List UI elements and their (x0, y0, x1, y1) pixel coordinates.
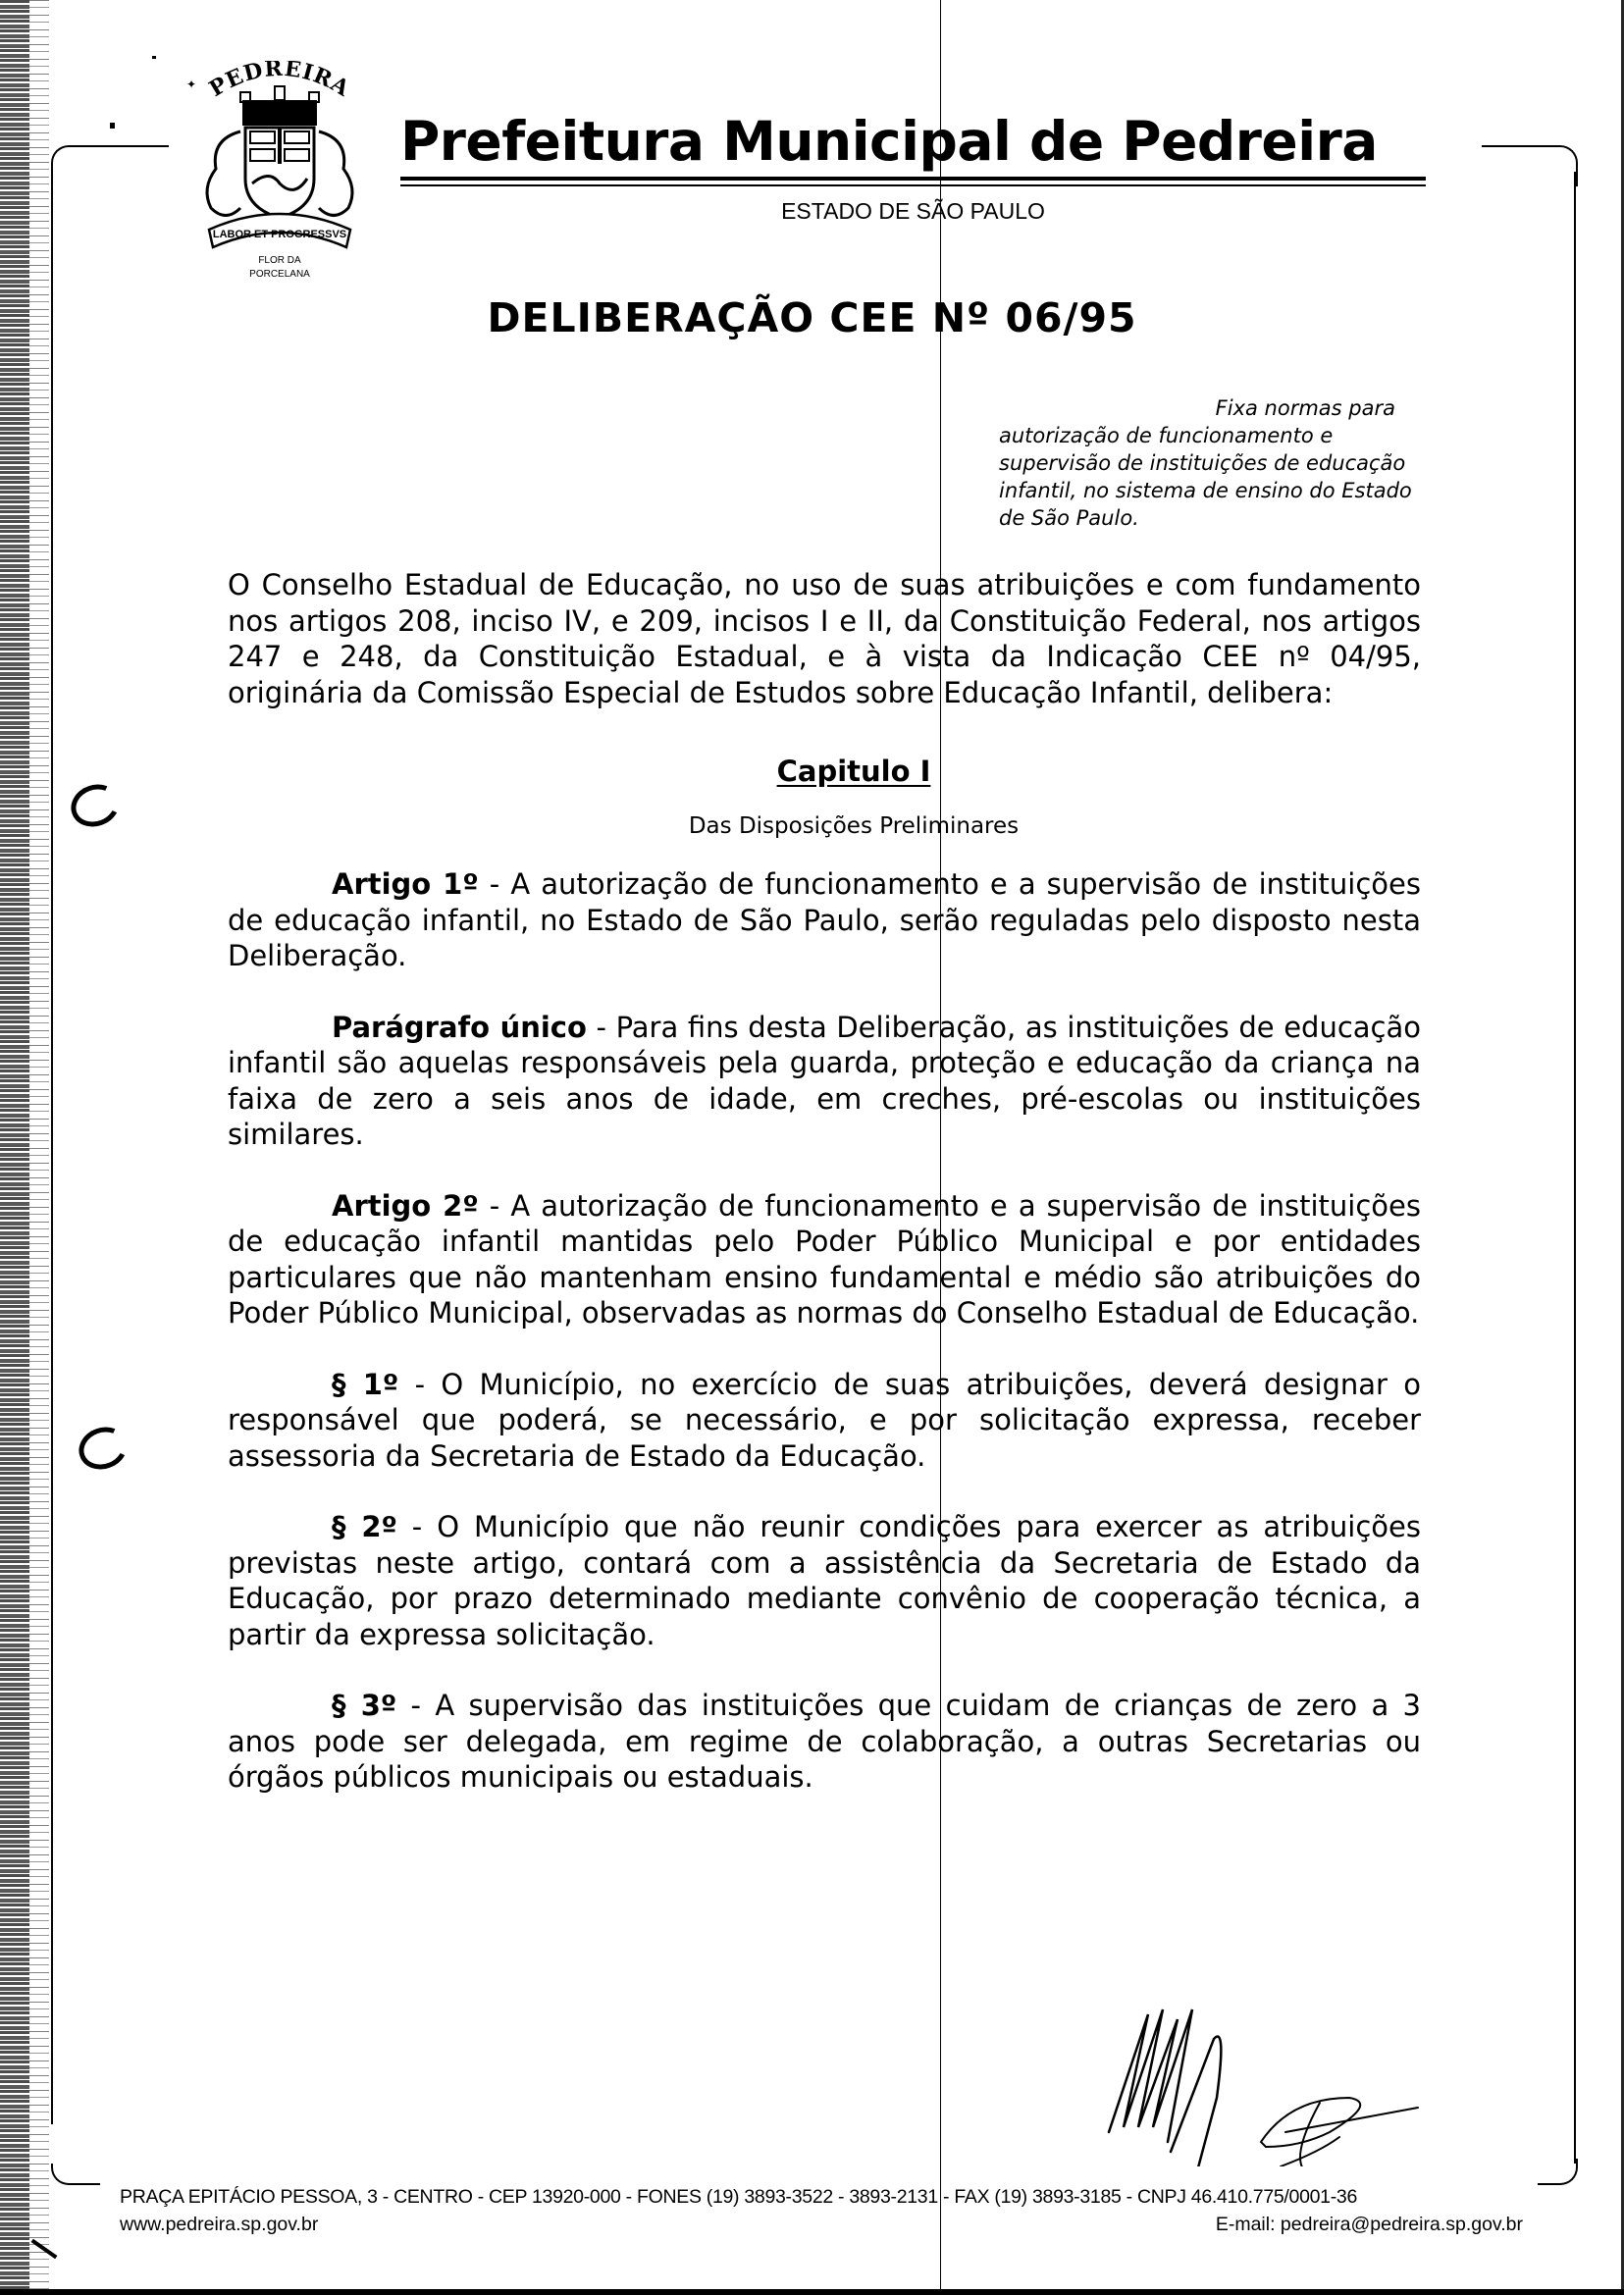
coat-of-arms-icon (182, 61, 378, 279)
page-frame-corner (51, 145, 169, 186)
document-title: DELIBERAÇÃO CEE Nº 06/95 (487, 294, 1137, 341)
article-1 (228, 866, 1421, 974)
article-lead: Artigo 2º (332, 1188, 479, 1223)
footer-website-link[interactable]: www.pedreira.sp.gov.br (120, 2214, 319, 2235)
scan-bottom-edge (0, 2289, 1624, 2295)
article-text: - O Município, no exercício de suas atribuições, deverá designar o responsável que poderá, se necessário, e por solicitação expressa, receber assessoria da Secretaria de Estado da Educação. (228, 1367, 1421, 1473)
crest-crown (242, 100, 317, 126)
coat-of-arms-logo (182, 61, 378, 279)
punch-hole (73, 1421, 132, 1477)
preamble-paragraph: O Conselho Estadual de Educação, no uso de suas atribuições e com fundamento nos artigos 208, inciso IV, e 209, incisos I e II, da Constituição Federal, nos artigos 247 e 248, da Constituição Estadual, e à vista da Indicação CEE nº 04/95, originária da Comissão Especial de Estudos sobre Educação Infantil, delibera: (228, 568, 1421, 709)
scan-edge-noise (29, 0, 49, 2295)
title-rule (400, 177, 1426, 181)
page-frame-edge (51, 172, 53, 2124)
page-frame-corner (1538, 2159, 1578, 2185)
ementa-summary (999, 394, 1431, 532)
article-lead: Artigo 1º (332, 867, 479, 901)
article-lead: § 3º (332, 1689, 397, 1722)
article-lead: § 1º (332, 1367, 399, 1401)
chapter-subtitle: Das Disposições Preliminares (688, 813, 1020, 839)
crest-top-text: PEDREIRA (204, 61, 355, 103)
article-2 (228, 1188, 1421, 1331)
page-frame-edge (1574, 172, 1576, 2164)
article-text: - A autorização de funcionamento e a supervisão de instituições de educação infantil, no Estado de São Paulo, serão reguladas pelo disposto nesta Deliberação. (228, 867, 1421, 972)
crest-star-icon: ✦ (186, 78, 197, 91)
article-text: - O Município que não reunir condições para exercer as atribuições previstas neste artigo, contará com a assistência da Secretaria de Estado da Educação, por prazo determinado mediante convênio de cooperação técnica, a partir da expressa solicitação. (228, 1510, 1421, 1651)
punch-hole (65, 778, 125, 834)
article-lead: Parágrafo único (332, 1010, 587, 1044)
state-subtitle: ESTADO DE SÃO PAULO (781, 198, 1045, 224)
scan-speck (152, 56, 156, 59)
footer-email-link[interactable]: E-mail: pedreira@pedreira.sp.gov.br (1215, 2214, 1523, 2235)
title-rule (400, 184, 1426, 186)
article-text: - Para fins desta Deliberação, as instituições de educação infantil são aquelas responsáveis pela guarda, proteção e educação da criança na faixa de zero a seis anos de idade, em creches, pré-escolas ou instituições similares. (228, 1010, 1422, 1151)
article-text: - A autorização de funcionamento e a supervisão de instituições de educação infantil mantidas pelo Poder Público Municipal e por entidades particulares que não mantenham ensino fundamental e médio são atribuições do Poder Público Municipal, observadas as normas do Conselho Estadual de Educação. (228, 1188, 1421, 1330)
chapter-title: Capitulo I (776, 755, 931, 788)
ementa-text: autorização de funcionamento e supervisão de instituições de educação infantil, no sistema de ensino do Estado de São Paulo. (999, 424, 1412, 530)
footer-contact (120, 2214, 1523, 2236)
page-frame-corner (1482, 145, 1578, 186)
article-2-section-2 (228, 1509, 1421, 1652)
crest-caption-line1: FLOR DA (258, 255, 301, 266)
article-lead: § 2º (332, 1510, 397, 1543)
scan-edge-noise (0, 0, 29, 2295)
signature-scribble-2 (1261, 2098, 1418, 2166)
article-text: - A supervisão das instituições que cuidam de crianças de zero a 3 anos pode ser delegada, em regime de colaboração, a outras Secretarias ou órgãos públicos municipais ou estaduais. (228, 1689, 1421, 1794)
handwritten-signature (1094, 1980, 1438, 2166)
crest-motto: LABOR ET PROGRESSVS (212, 229, 347, 240)
footer-address: PRAÇA EPITÁCIO PESSOA, 3 - CENTRO - CEP 13920-000 - FONES (19) 3893-3522 - 3893-2131 - FAX (19) 3893-3185 - CNPJ 46.410.775/0001-36 (120, 2186, 1357, 2208)
crest-caption-line2: PORCELANA (249, 269, 310, 279)
page-frame-corner (51, 2164, 100, 2185)
ementa-first-line: Fixa normas para (1215, 396, 1395, 420)
scan-speck (110, 123, 115, 129)
paragrafo-unico (228, 1010, 1421, 1153)
article-2-section-1 (228, 1367, 1421, 1475)
article-2-section-3 (228, 1688, 1421, 1796)
document-body (228, 567, 1421, 1796)
signature-scribble-1 (1109, 2009, 1221, 2166)
organization-title: Prefeitura Municipal de Pedreira (400, 110, 1378, 173)
